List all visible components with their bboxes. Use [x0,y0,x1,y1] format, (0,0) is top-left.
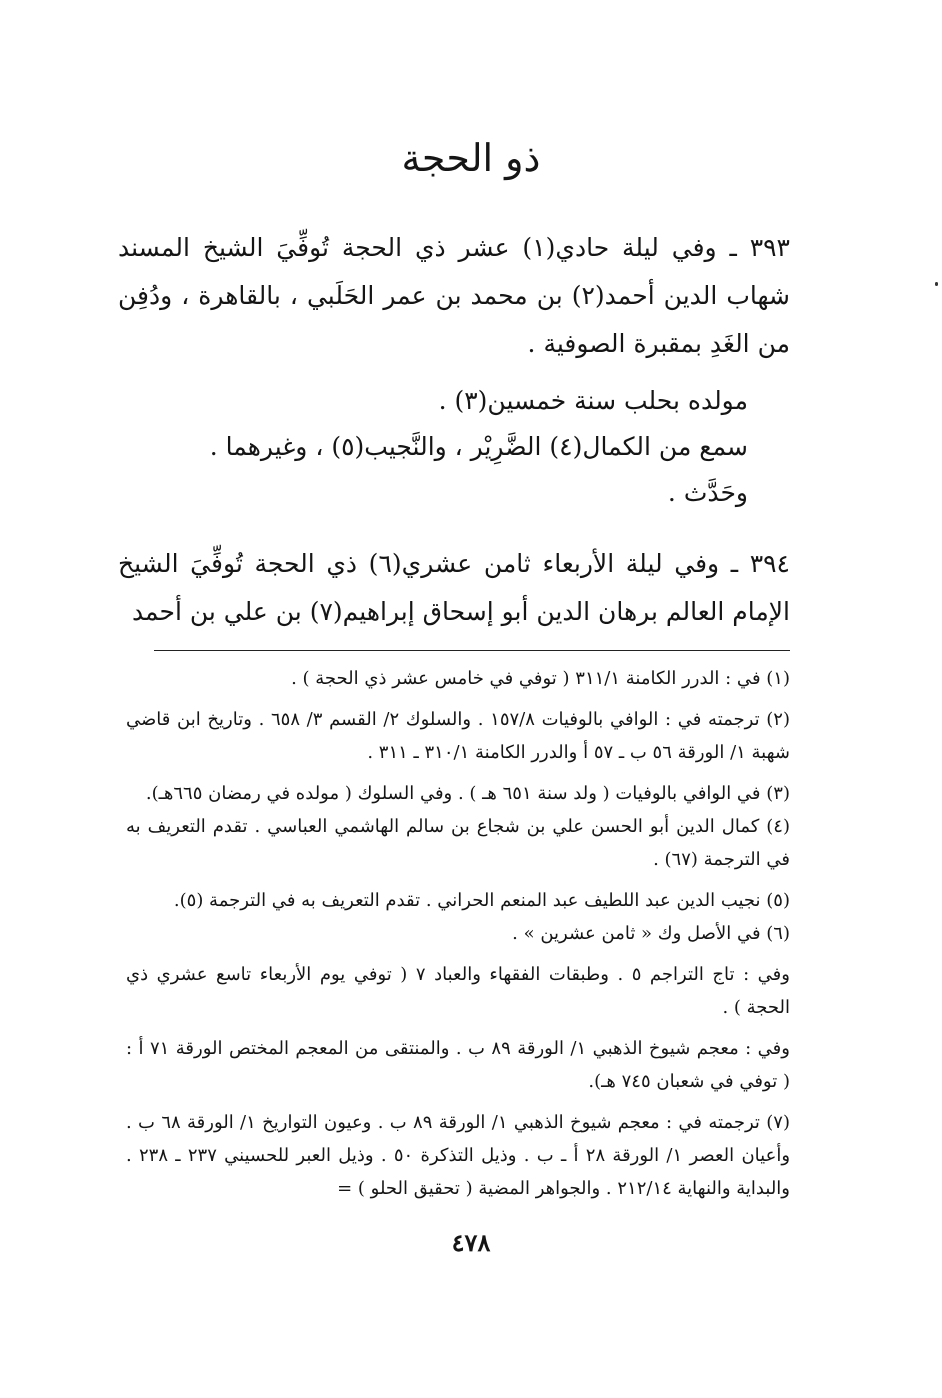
footnotes [126,662,790,1213]
entry-394 [118,540,790,636]
footnote-5: (٥) نجيب الدين عبد اللطيف عبد المنعم الحراني . تقدم التعريف به في الترجمة (٥). [173,890,790,911]
scan-edge-mark [935,282,938,286]
footnote-6-note-a: وفي : تاج التراجم ٥ . وطبقات الفقهاء والعباد ٧ ( توفي يوم الأربعاء تاسع عشري ذي الحجة ) . [126,964,790,1018]
page-number: ٤٧٨ [451,1228,491,1257]
footnote-6: (٦) في الأصل وك « ثامن عشرين » . [512,923,790,944]
footnote-1: (١) في : الدرر الكامنة ٣١١/١ ( توفي في خامس عشر ذي الحجة ) . [291,668,790,689]
footnote-divider [154,650,790,651]
entry-393-text: ٣٩٣ ـ وفي ليلة حادي(١) عشر ذي الحجة تُوفِّيَ الشيخ المسند شهاب الدين أحمد(٢) بن محمد بن عمر الحَلَبي ، بالقاهرة ، ودُفِن من الغَدِ بمقبرة الصوفية . [118,233,790,358]
footnote-3: (٣) في الوافي بالوفيات ( ولد سنة ٦٥١ هـ ) . وفي السلوك ( مولده في رمضان ٦٦٥هـ). [145,783,790,804]
entry-393-heard: سمع من الكمال(٤) الضَّرِيْر ، والنَّجيب(٥) ، وغيرهما . [209,432,748,461]
entry-393-narrated: وحَدَّث . [667,478,748,507]
chapter-title: ذو الحجة [401,136,541,180]
footnote-7: (٧) ترجمته في : معجم شيوخ الذهبي ١/ الورقة ٨٩ ب . وعيون التواريخ ١/ الورقة ٦٨ ب . وأعيان العصر ١/ الورقة ٢٨ أ ـ ب . وذيل التذكرة ٥٠ . وذيل العبر للحسيني ٢٣٧ ـ ٢٣٨ . والبداية والنهاية ٢١٢/١٤ . والجواهر المضية ( تحقيق الحلو ) = [126,1112,791,1199]
footnote-2: (٢) ترجمته في : الوافي بالوفيات ١٥٧/٨ . والسلوك ٢/ القسم ٣/ ٦٥٨ . وتاريخ ابن قاضي شهبة ١/ الورقة ٥٦ ب ـ ٥٧ أ والدرر الكامنة ٣١٠/١ ـ ٣١١ . [126,709,790,763]
footnote-6-note-b: وفي : معجم شيوخ الذهبي ١/ الورقة ٨٩ ب . والمنتقى من المعجم المختص الورقة ٧١ أ : ( توفي في شعبان ٧٤٥ هـ). [126,1038,790,1092]
entry-393-details [118,378,790,516]
entry-394-text: ٣٩٤ ـ وفي ليلة الأربعاء ثامن عشري(٦) ذي الحجة تُوفِّيَ الشيخ الإمام العالم برهان الدين أبو إسحاق إبراهيم(٧) بن علي بن أحمد [118,549,790,626]
entry-393 [118,224,790,368]
entry-393-birth: مولده بحلب سنة خمسين(٣) . [438,386,748,415]
footnote-4: (٤) كمال الدين أبو الحسن علي بن شجاع بن سالم الهاشمي العباسي . تقدم التعريف به في الترجمة (٦٧) . [126,816,790,870]
